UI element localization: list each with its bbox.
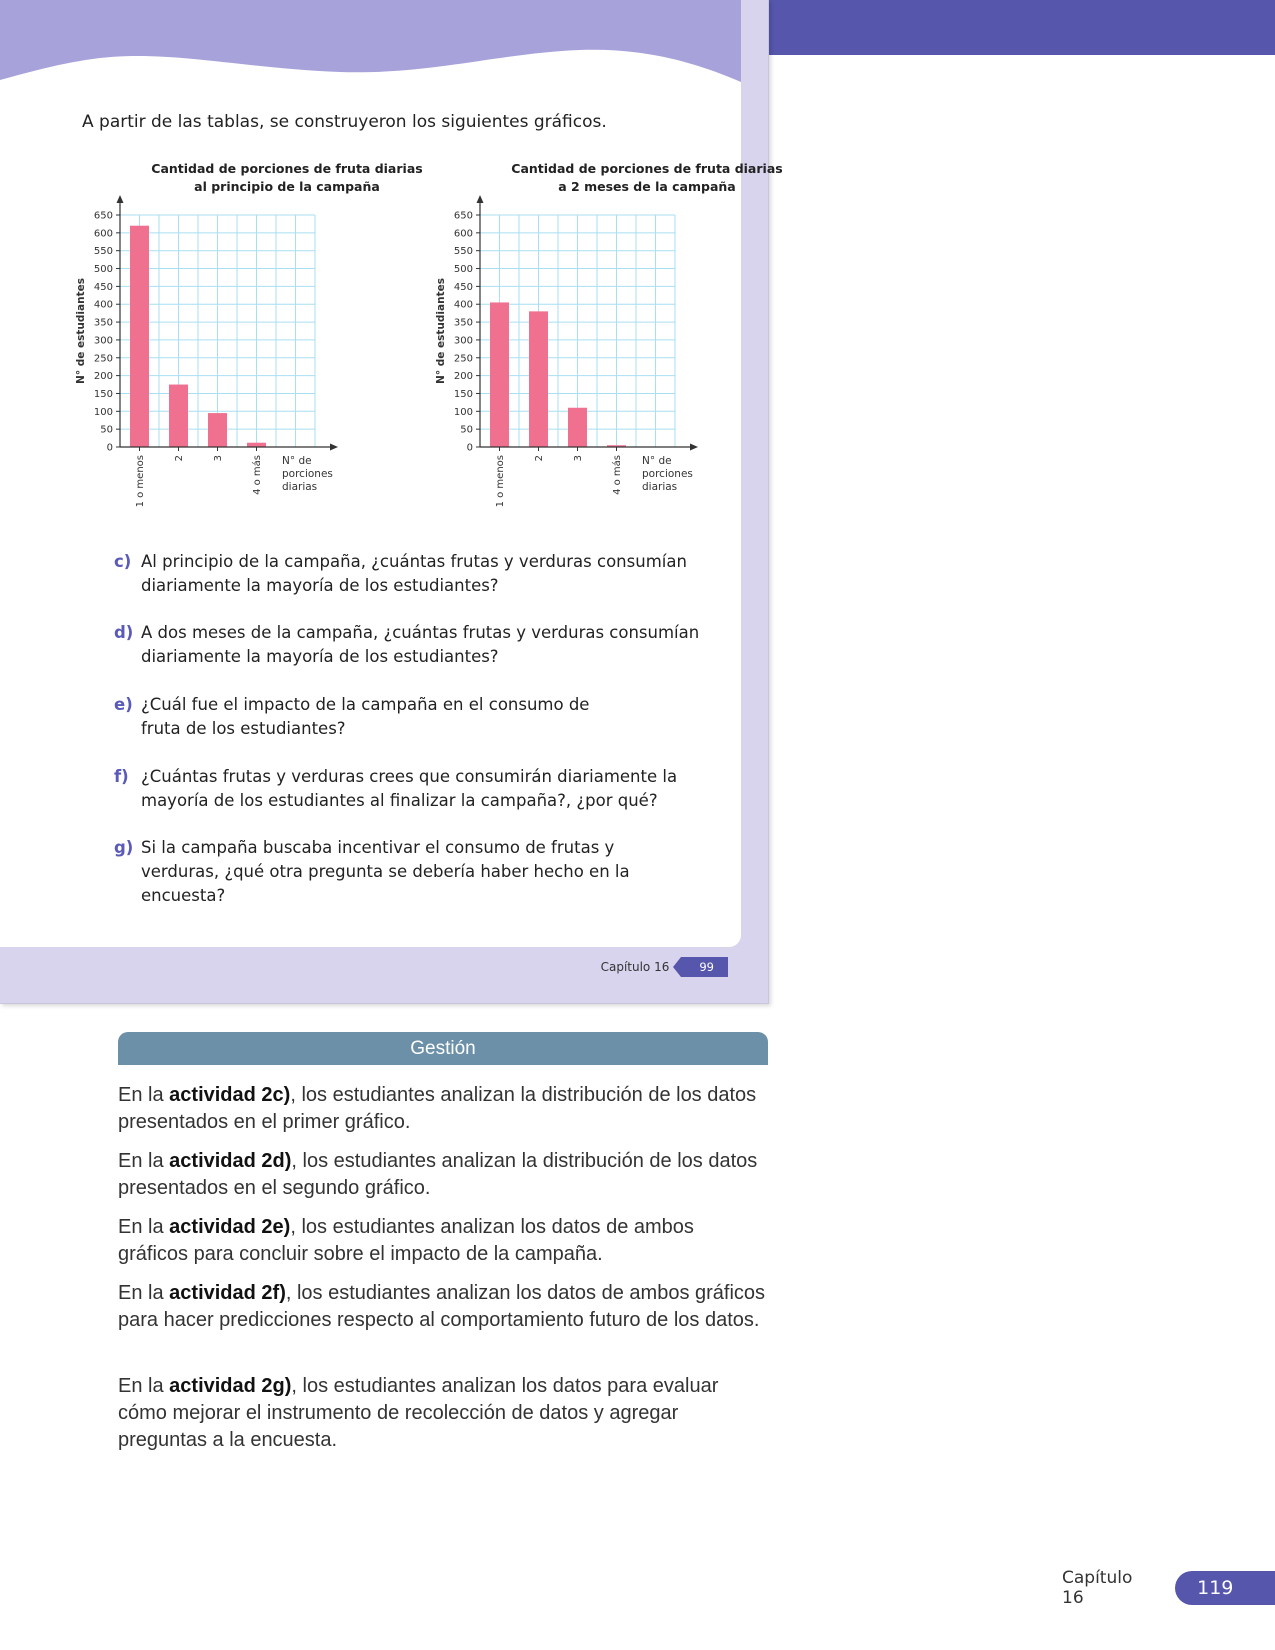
y-tick-label: 300 — [93, 335, 113, 347]
y-tick-label: 600 — [453, 228, 473, 240]
bar-1 — [490, 302, 509, 447]
x-tick-label: 1 o menos — [135, 455, 146, 508]
header-band — [768, 0, 1275, 55]
y-tick-label: 400 — [453, 299, 473, 311]
y-tick-label: 500 — [93, 264, 113, 276]
chart-1-title-line-2: al principio de la campaña — [194, 179, 380, 194]
x-axis-label: N° de — [282, 455, 312, 467]
y-tick-label: 0 — [466, 442, 473, 454]
chart-2 — [430, 195, 730, 525]
gestion-paragraph-2d — [118, 1148, 768, 1202]
paragraph-prefix: En la — [118, 1282, 170, 1304]
question-letter: c) — [114, 552, 132, 571]
y-tick-label: 100 — [93, 406, 113, 418]
question-c — [114, 550, 734, 598]
header-wave — [0, 0, 741, 90]
gestion-paragraph-2g — [118, 1373, 768, 1454]
paragraph-text: , los estudiantes analizan los datos de ambos gráficos para hacer predicciones respecto al comportamiento futuro de los datos. — [118, 1282, 766, 1331]
x-axis-label: porciones — [282, 468, 333, 480]
intro-text: A partir de las tablas, se construyeron los siguientes gráficos. — [82, 112, 607, 132]
y-tick-label: 650 — [93, 210, 113, 222]
question-letter: f) — [114, 767, 129, 786]
chart-1-title — [117, 160, 457, 196]
question-g — [114, 836, 734, 908]
question-e — [114, 693, 734, 741]
x-axis-label: diarias — [642, 481, 678, 493]
y-tick-label: 250 — [453, 353, 473, 365]
activity-reference: actividad 2g) — [169, 1375, 292, 1397]
question-text: ¿Cuántas frutas y verduras crees que consumirán diariamente la mayoría de los estudiantes al finalizar la campaña?, ¿por qué? — [141, 767, 678, 810]
page-number: 119 — [1175, 1571, 1275, 1605]
activity-reference: actividad 2e) — [169, 1216, 291, 1238]
gestion-paragraph-2c — [118, 1082, 768, 1136]
gestion-paragraph-2e — [118, 1214, 768, 1268]
x-tick-label: 3 — [213, 455, 224, 462]
activity-reference: actividad 2d) — [169, 1150, 292, 1172]
bar-2 — [529, 311, 548, 447]
y-tick-label: 0 — [106, 442, 113, 454]
question-text: Al principio de la campaña, ¿cuántas frutas y verduras consumían diariamente la mayoría de los estudiantes? — [141, 552, 687, 595]
student-page-chapter: Capítulo 16 — [600, 960, 670, 974]
question-d — [114, 621, 734, 669]
page-chapter: Capítulo 16 — [1062, 1568, 1133, 1608]
x-axis-label: N° de — [642, 455, 672, 467]
y-tick-label: 200 — [453, 371, 473, 383]
y-tick-label: 300 — [453, 335, 473, 347]
y-axis-arrow — [477, 195, 484, 203]
y-tick-label: 650 — [453, 210, 473, 222]
paragraph-text: , los estudiantes analizan los datos de ambos gráficos para concluir sobre el impacto de la campaña. — [118, 1216, 694, 1265]
y-tick-label: 350 — [453, 317, 473, 329]
page-footer — [1062, 1568, 1275, 1608]
y-tick-label: 200 — [93, 371, 113, 383]
gestion-paragraph-2f — [118, 1280, 768, 1334]
chart-1 — [70, 195, 370, 525]
question-text: ¿Cuál fue el impacto de la campaña en el consumo de fruta de los estudiantes? — [141, 695, 590, 738]
x-axis-label: porciones — [642, 468, 693, 480]
question-text: Si la campaña buscaba incentivar el consumo de frutas y verduras, ¿qué otra pregunta se debería haber hecho en la encuesta? — [141, 838, 630, 905]
y-axis-label: N° de estudiantes — [435, 278, 447, 384]
y-tick-label: 50 — [100, 424, 113, 436]
y-tick-label: 250 — [93, 353, 113, 365]
x-axis-arrow — [690, 444, 698, 451]
y-tick-label: 450 — [93, 281, 113, 293]
x-tick-label: 2 — [534, 455, 545, 462]
y-axis-label: N° de estudiantes — [75, 278, 87, 384]
y-tick-label: 550 — [453, 246, 473, 258]
student-page-footer — [601, 957, 728, 977]
y-axis-arrow — [117, 195, 124, 203]
y-tick-label: 600 — [93, 228, 113, 240]
question-letter: d) — [114, 623, 134, 642]
paragraph-prefix: En la — [118, 1375, 170, 1397]
bar-3 — [208, 413, 227, 447]
x-axis-arrow — [330, 444, 338, 451]
y-tick-label: 150 — [93, 388, 113, 400]
chart-2-title-line-1: Cantidad de porciones de fruta diarias — [511, 161, 783, 176]
y-tick-label: 50 — [460, 424, 473, 436]
student-page-thumbnail — [0, 0, 783, 1004]
bar-1 — [130, 226, 149, 447]
y-tick-label: 550 — [93, 246, 113, 258]
paragraph-text: , los estudiantes analizan los datos para evaluar cómo mejorar el instrumento de recolección de datos y agregar preguntas a la encuesta. — [118, 1375, 719, 1451]
chart-1-title-line-1: Cantidad de porciones de fruta diarias — [151, 161, 423, 176]
paragraph-prefix: En la — [118, 1150, 170, 1172]
bar-2 — [169, 385, 188, 447]
x-tick-label: 2 — [174, 455, 185, 462]
paragraph-text: , los estudiantes analizan la distribución de los datos presentados en el primer gráfico. — [118, 1084, 757, 1133]
bar-3 — [568, 408, 587, 447]
y-tick-label: 150 — [453, 388, 473, 400]
y-tick-label: 100 — [453, 406, 473, 418]
x-tick-label: 4 o más — [612, 455, 623, 495]
question-text: A dos meses de la campaña, ¿cuántas frutas y verduras consumían diariamente la mayoría de los estudiantes? — [141, 623, 700, 666]
x-tick-label: 1 o menos — [495, 455, 506, 508]
question-letter: g) — [114, 838, 134, 857]
paragraph-prefix: En la — [118, 1216, 170, 1238]
x-tick-label: 3 — [573, 455, 584, 462]
y-tick-label: 450 — [453, 281, 473, 293]
activity-reference: actividad 2c) — [169, 1084, 291, 1106]
x-axis-label: diarias — [282, 481, 318, 493]
student-page-number: 99 — [681, 957, 728, 977]
chart-2-title-line-2: a 2 meses de la campaña — [558, 179, 736, 194]
bar-4 — [247, 443, 266, 447]
paragraph-text: , los estudiantes analizan la distribución de los datos presentados en el segundo gráfico. — [118, 1150, 758, 1199]
paragraph-prefix: En la — [118, 1084, 170, 1106]
x-tick-label: 4 o más — [252, 455, 263, 495]
y-tick-label: 500 — [453, 264, 473, 276]
gestion-header: Gestión — [118, 1032, 768, 1065]
chart-2-title — [477, 160, 817, 196]
question-f — [114, 765, 734, 813]
y-tick-label: 400 — [93, 299, 113, 311]
question-letter: e) — [114, 695, 133, 714]
student-page-content — [0, 0, 783, 947]
activity-reference: actividad 2f) — [169, 1282, 286, 1304]
y-tick-label: 350 — [93, 317, 113, 329]
